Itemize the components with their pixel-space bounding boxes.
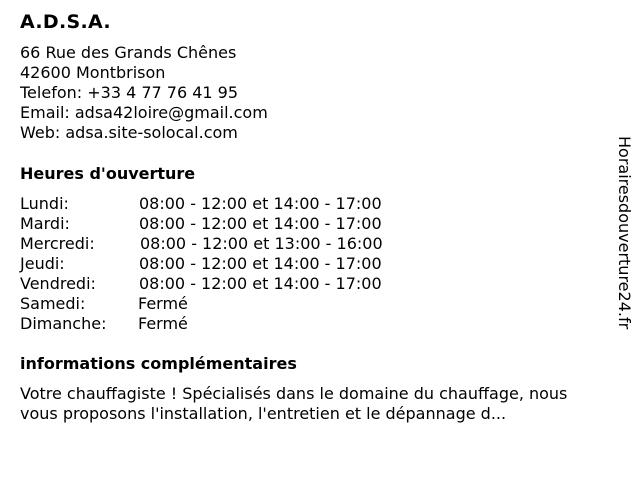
address-city: 42600 Montbrison xyxy=(20,63,166,82)
hours-day: Mardi: xyxy=(20,214,70,233)
description-line: Votre chauffagiste ! Spécialisés dans le domaine du chauffage, nous xyxy=(20,384,568,403)
site-watermark: Horairesdouverture24.fr xyxy=(615,136,634,330)
hours-day: Dimanche: xyxy=(20,314,107,333)
hours-time: 08:00 - 12:00 et 14:00 - 17:00 xyxy=(139,214,382,233)
contact-block xyxy=(20,43,268,143)
hours-day: Vendredi: xyxy=(20,274,96,293)
hours-day: Samedi: xyxy=(20,294,86,313)
email-address: Email: adsa42loire@gmail.com xyxy=(20,103,268,122)
hours-day: Mercredi: xyxy=(20,234,95,253)
hours-time: 08:00 - 12:00 et 13:00 - 16:00 xyxy=(140,234,383,253)
hours-time: 08:00 - 12:00 et 14:00 - 17:00 xyxy=(139,274,382,293)
hours-time: Fermé xyxy=(138,314,188,333)
hours-day: Jeudi: xyxy=(20,254,65,273)
phone-number: Telefon: +33 4 77 76 41 95 xyxy=(20,83,239,102)
address-street: 66 Rue des Grands Chênes xyxy=(20,43,237,62)
additional-info-title: informations complémentaires xyxy=(20,354,297,373)
hours-time: 08:00 - 12:00 et 14:00 - 17:00 xyxy=(139,194,382,213)
description-line: vous proposons l'installation, l'entretien et le dépannage d... xyxy=(20,404,507,423)
hours-time: Fermé xyxy=(138,294,188,313)
website: Web: adsa.site-solocal.com xyxy=(20,123,238,142)
business-name: A.D.S.A. xyxy=(20,11,111,33)
hours-time: 08:00 - 12:00 et 14:00 - 17:00 xyxy=(139,254,382,273)
hours-day: Lundi: xyxy=(20,194,69,213)
business-description xyxy=(20,384,620,424)
opening-hours-title: Heures d'ouverture xyxy=(20,164,196,183)
